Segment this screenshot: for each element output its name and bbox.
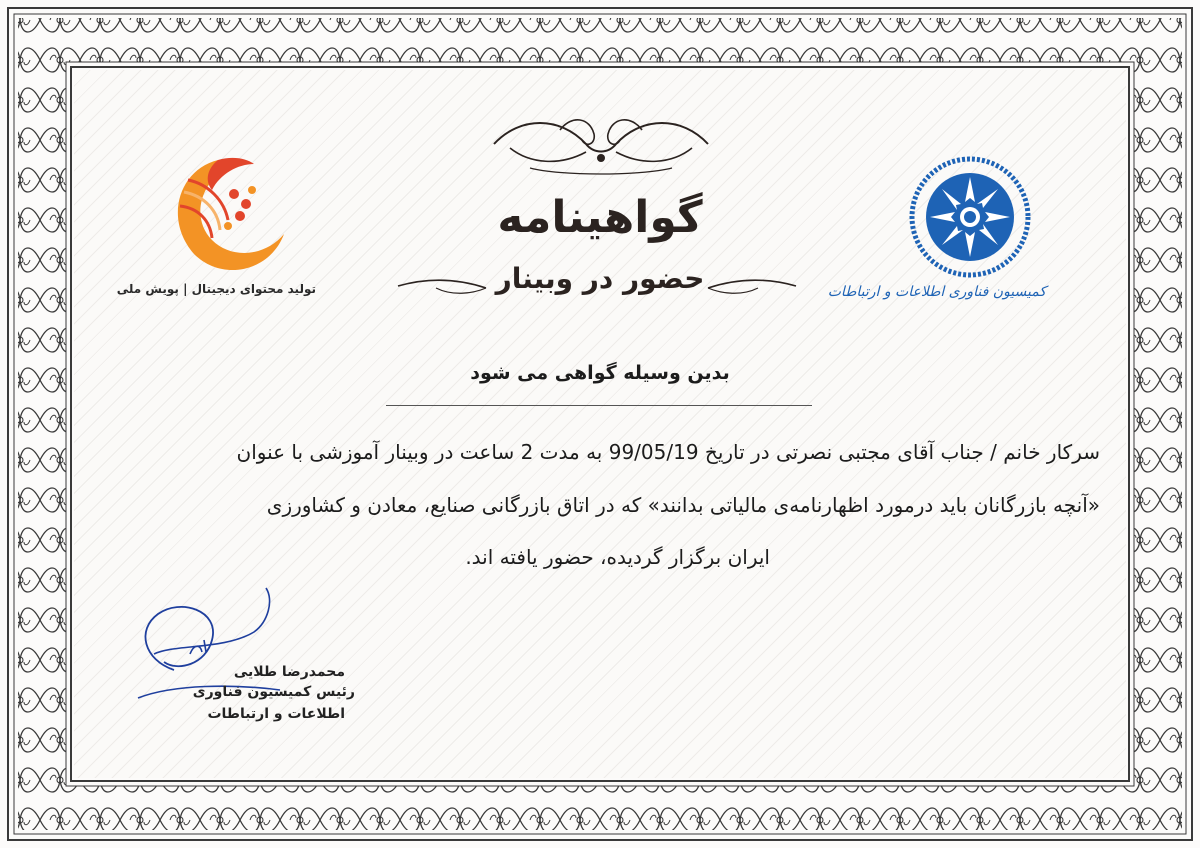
certificate-intro: بدین وسیله گواهی می شود bbox=[470, 362, 730, 384]
body-line-2: «آنچه بازرگانان باید درمورد اظهارنامه‌ی مالیاتی بدانند» که در اتاق بازرگانی صنایع، معادن و کشاورزی bbox=[266, 493, 1100, 517]
body-line-3: ایران برگزار گردیده، حضور یافته اند. bbox=[465, 545, 770, 569]
right-logo-caption: کمیسیون فناوری اطلاعات و ارتباطات bbox=[827, 284, 1046, 300]
intro-divider bbox=[386, 405, 812, 406]
certificate-subtitle: حضور در وبینار bbox=[495, 262, 705, 295]
orange-crescent-logo-icon bbox=[158, 150, 294, 280]
signatory-role-line-1: رئیس کمیسیون فناوری bbox=[192, 684, 355, 700]
signatory-role-line-2: اطلاعات و ارتباطات bbox=[207, 706, 345, 722]
left-logo-caption: تولید محتوای دیجیتال | پویش ملی bbox=[116, 282, 316, 296]
top-flourish-ornament bbox=[490, 108, 712, 178]
body-line-1: سرکار خانم / جناب آقای مجتبی نصرتی در تاریخ 99/05/19 به مدت 2 ساعت در وبینار آموزشی با عنوان bbox=[236, 440, 1100, 464]
signatory-name: محمدرضا طلایی bbox=[233, 664, 345, 680]
certificate-title: گواهینامه bbox=[497, 192, 703, 243]
blue-chamber-seal-icon bbox=[905, 152, 1035, 282]
